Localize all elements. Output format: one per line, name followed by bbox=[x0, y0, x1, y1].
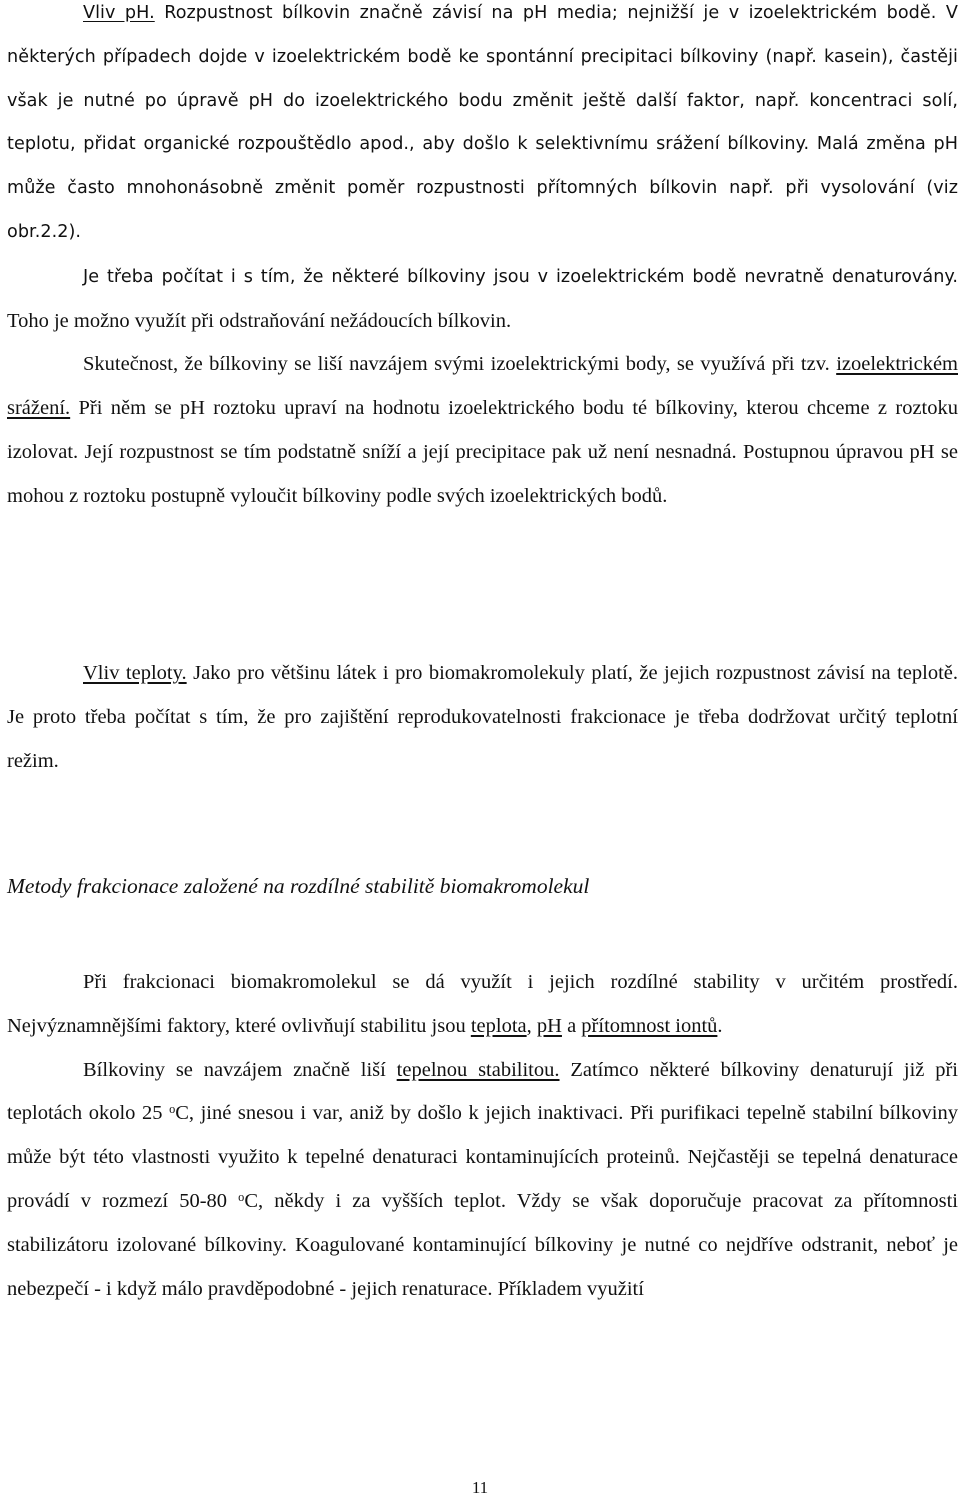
paragraph-isoelectric bbox=[7, 343, 958, 518]
text-denaturation-serif: Toho je možno využít při odstraňování nežádoucích bílkovin. bbox=[7, 309, 512, 332]
text-denaturation-sans: Je třeba počítat i s tím, že některé bílkoviny jsou v izoelektrickém bodě nevratně denaturovány. bbox=[83, 266, 958, 287]
text-ph-intro: Rozpustnost bílkovin značně závisí na pH media; nejnižší je v izoelektrickém bodě. V některých případech dojde v izoelektrickém bodě ke spontánní precipitaci bílkoviny (např. kasein), častěji však je nutné po úpravě pH do izoelektrického bodu změnit ještě další faktor, např. koncentraci solí, teplotu, přidat organické rozpouštědlo apod., aby došlo k selektivnímu srážení bílkoviny. Malá změna pH může často mnohonásobně změnit poměr rozpustnosti přítomných bílkovin např. při vysolování (viz obr.2.2). bbox=[7, 3, 958, 242]
page-number: 11 bbox=[471, 1478, 489, 1497]
term-isoelectric-precipitation: izoelektrickém srážení. bbox=[7, 353, 958, 420]
paragraph-temperature bbox=[7, 652, 958, 783]
text-isoelectric-a: Skutečnost, že bílkoviny se liší navzájem svými izoelektrickými body, se využívá při tzv. bbox=[83, 353, 837, 376]
paragraph-ph-denaturation bbox=[7, 255, 958, 344]
paragraph-ph-intro bbox=[7, 0, 958, 255]
label-vliv-ph: Vliv pH. bbox=[83, 3, 155, 23]
paragraph-thermal-stability bbox=[7, 1049, 958, 1312]
label-vliv-teploty: Vliv teploty. bbox=[83, 662, 187, 684]
text-period: . bbox=[717, 1014, 723, 1037]
section-heading: Metody frakcionace založené na rozdílné stabilitě biomakromolekul bbox=[7, 874, 590, 898]
term-tepelnou-stabilitou: tepelnou stabilitou. bbox=[396, 1058, 560, 1081]
term-ph: pH bbox=[536, 1014, 562, 1037]
text-comma: , bbox=[526, 1014, 537, 1037]
text-stability-a: Při frakcionaci biomakromolekul se dá využít i jejich rozdílné stability v určitém prostředí. Nejvýznamnějšími faktory, které ovlivňují stabilitu jsou bbox=[7, 971, 958, 1037]
term-teplota: teplota bbox=[470, 1014, 527, 1037]
section-ph bbox=[7, 0, 958, 519]
text-isoelectric-b: Při něm se pH roztoku upraví na hodnotu izoelektrického bodu té bílkoviny, kterou chceme z roztoku izolovat. Její rozpustnost se tím podstatně sníží a její precipitace pak už není nesnadná. Postupnou úpravou pH se mohou z roztoku postupně vyloučit bílkoviny podle svých izoelektrických bodů. bbox=[7, 397, 958, 507]
paragraph-stability-factors bbox=[7, 961, 958, 1049]
degree-superscript-1: o bbox=[169, 1102, 176, 1117]
degree-superscript-2: o bbox=[238, 1189, 245, 1204]
section-stability bbox=[7, 961, 958, 1311]
text-thermal-b: Zatímco některé bílkoviny denaturují již při teplotách okolo 25 bbox=[7, 1058, 958, 1125]
text-thermal-c: C, jiné snesou i var, aniž by došlo k jejich inaktivaci. Při purifikaci tepelně stabilní bílkoviny může být této vlastnosti využito k tepelné denaturaci kontaminujících proteinů. Nejčastěji se tepelná denaturace provádí v rozmezí 50-80 bbox=[7, 1102, 958, 1212]
text-thermal-d: C, někdy i za vyšších teplot. Vždy se však doporučuje pracovat za přítomnosti stabilizátoru izolované bílkoviny. Koagulované kontaminující bílkoviny je nutné co nejdříve odstranit, neboť je nebezpečí - i když málo pravděpodobné - jejich renaturace. Příkladem využití bbox=[7, 1189, 958, 1300]
text-and: a bbox=[561, 1014, 582, 1037]
text-temperature: Jako pro většinu látek i pro biomakromolekuly platí, že jejich rozpustnost závisí na teplotě. Je proto třeba počítat s tím, že pro zajištění reprodukovatelnosti frakcionace je třeba dodržovat určitý teplotní režim. bbox=[7, 662, 958, 772]
term-pritomnost-iontu: přítomnost iontů bbox=[581, 1014, 718, 1037]
section-temperature bbox=[7, 652, 958, 783]
text-thermal-a: Bílkoviny se navzájem značně liší bbox=[83, 1058, 397, 1081]
